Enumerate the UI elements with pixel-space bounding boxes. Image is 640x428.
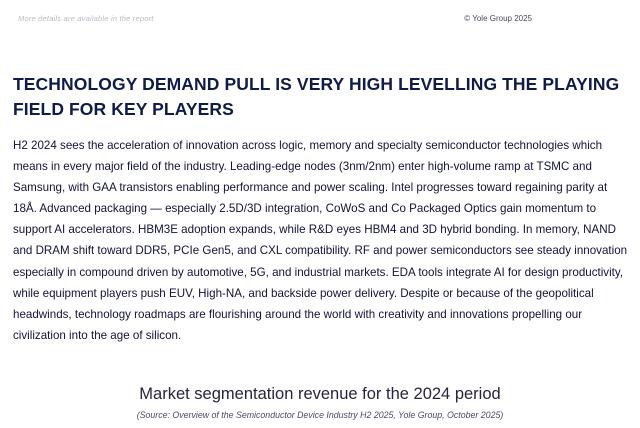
page-title: TECHNOLOGY DEMAND PULL IS VERY HIGH LEVELLING THE PLAYING FIELD FOR KEY PLAYERS [13, 74, 620, 119]
copyright-notice: © Yole Group 2025 [464, 14, 532, 23]
body-paragraph: H2 2024 sees the acceleration of innovation across logic, memory and specialty semiconductor technologies which means in every major field of the industry. Leading-edge nodes (3nm/2nm) enter high-volume ramp at TSMC and Samsung, with GAA transistors enabling performance and power scaling. Intel progresses toward regaining parity at 18Å. Advanced packaging — especially 2.5D/3D integration, CoWoS and Co Packaged Optics gain momentum to support AI accelerators. HBM3E adoption expands, while R&D eyes HBM4 and 3D hybrid bonding. In memory, NAND and DRAM shift toward DDR5, PCIe Gen5, and CXL compatibility. RF and power semiconductors see steady innovation especially in compound driven by automotive, 5G, and industrial markets. EDA tools integrate AI for design productivity, while equipment players push EUV, High-NA, and backside power delivery. Despite or because of the geopolitical headwinds, technology roadmaps are flourishing around the world with creativity and innovations propelling our civilization into the age of silicon. [13, 139, 628, 342]
chart-source-caption: (Source: Overview of the Semiconductor Device Industry H2 2025, Yole Group, October 2025) [136, 410, 504, 420]
header-note: More details are available in the report [18, 14, 154, 23]
chart-heading: Market segmentation revenue for the 2024 period [139, 385, 501, 403]
slide-header [0, 14, 640, 30]
